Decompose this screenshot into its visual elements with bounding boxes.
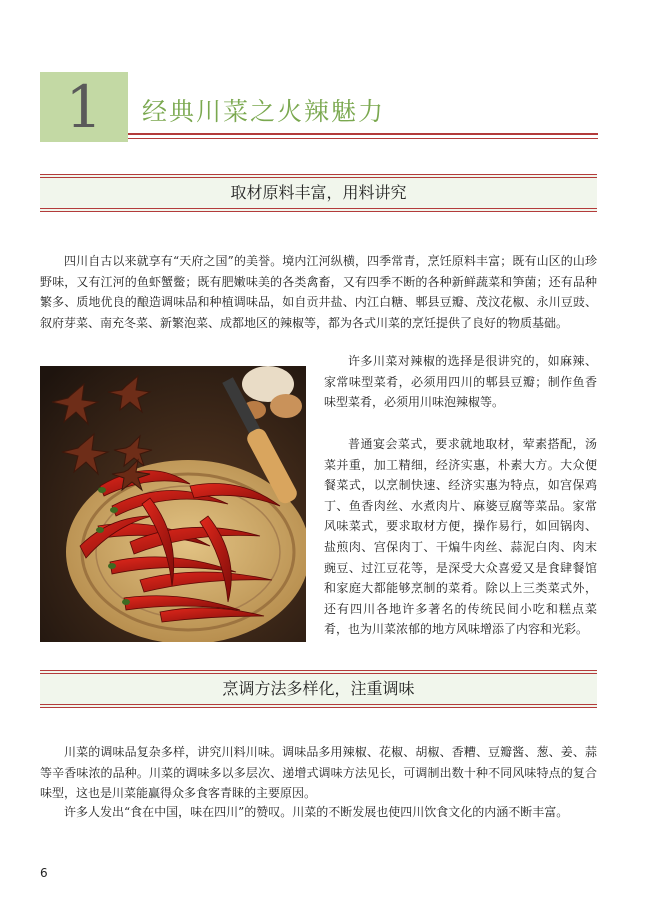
body-paragraph: 四川自古以来就享有“天府之国”的美誉。境内江河纵横，四季常青，烹饪原料丰富；既有山区的山珍野味，又有江河的鱼虾蟹鳖；既有肥嫩味美的各类禽畜，又有四季不断的各种新鲜蔬菜和笋菌；还有品种繁多、质地优良的酿造调味品和种植调味品，如自贡井盐、内江白糖、郫县豆瓣、茂汶花椒、永川豆豉、叙府芽菜、南充冬菜、新繁泡菜、成都地区的辣椒等，都为各式川菜的烹饪提供了良好的物质基础。 [40,254,597,330]
chapter-rule-thick [128,133,598,135]
body-paragraph: 许多人发出“食在中国，味在四川”的赞叹。川菜的不断发展也使四川饮食文化的内涵不断丰富。 [64,805,569,819]
section-heading: 烹调方法多样化，注重调味 [222,679,415,698]
section-heading: 取材原料丰富，用料讲究 [230,183,407,202]
body-paragraph: 普通宴会菜式，要求就地取材，荤素搭配，汤菜并重，加工精细，经济实惠，朴素大方。大众便餐菜式，以烹制快速、经济实惠为特点，如宫保鸡丁、鱼香肉丝、水煮肉片、麻婆豆腐等菜品。家常风味菜式，要求取材方便，操作易行，如回锅肉、盐煎肉、宫保肉丁、干煸牛肉丝、蒜泥白肉、肉末豌豆、过江豆花等，是深受大众喜爱又是食肆餐馆和家庭大都能够烹制的菜肴。除以上三类菜式外，还有四川各地许多著名的传统民间小吃和糕点菜肴，也为川菜浓郁的地方风味增添了内容和光彩。 [324,437,597,637]
chapter-title: 经典川菜之火辣魅力 [142,97,386,126]
chapter-rule-thin [128,138,598,139]
page-number: 6 [40,866,48,880]
section-heading-band [40,670,597,708]
body-paragraph: 川菜的调味品复杂多样，讲究川料川味。调味品多用辣椒、花椒、胡椒、香糟、豆瓣酱、葱、姜、蒜等辛香味浓的品种。川菜的调味多以多层次、递增式调味方法见长，可调制出数十种不同风味特点的复合味型，这也是川菜能赢得众多食客青睐的主要原因。 [40,745,597,801]
chapter-number: 1 [65,73,103,141]
section-heading-band [40,174,597,212]
dried-chili-photo [40,366,306,642]
body-paragraph: 许多川菜对辣椒的选择是很讲究的，如麻辣、家常味型菜肴，必须用四川的郫县豆瓣；制作鱼香味型菜肴，必须用川味泡辣椒等。 [324,354,597,410]
